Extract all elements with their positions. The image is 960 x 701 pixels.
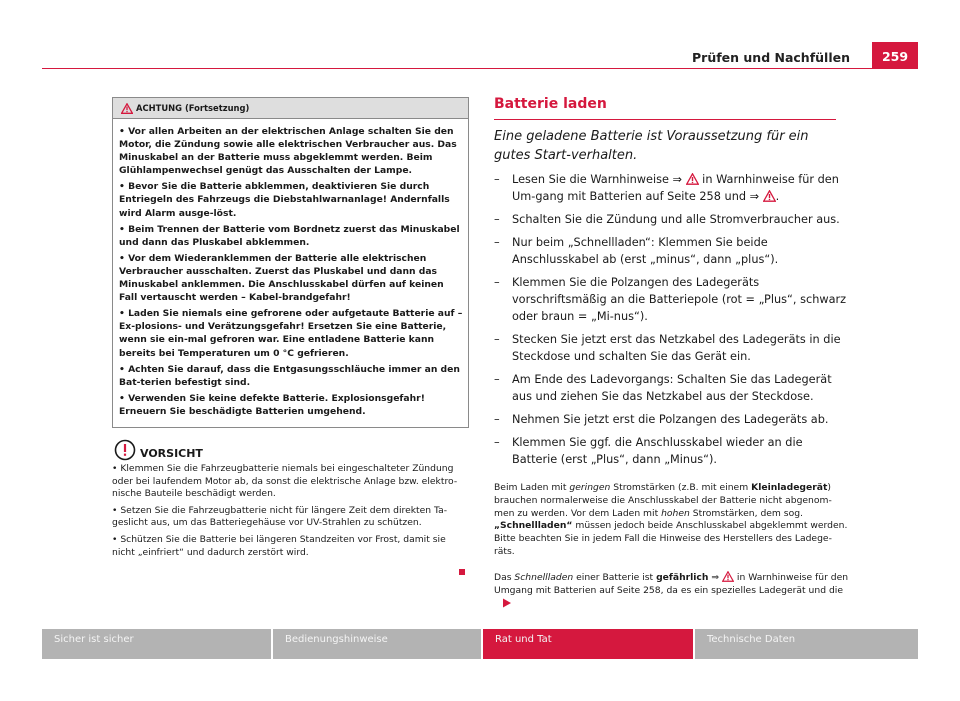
step-text: Nehmen Sie jetzt erst die Polzangen des Ladegeräts ab. (512, 413, 829, 426)
warning-triangle-icon[interactable] (722, 571, 734, 582)
footer-tab-sicher-ist-sicher[interactable]: Sicher ist sicher (42, 629, 271, 659)
para-emphasis: Schnellladen (514, 572, 574, 583)
para-text: Stromstärken, dem sog. (689, 507, 803, 519)
para-text: ⇒ (708, 572, 722, 583)
caution-item: • Schützen Sie die Batterie bei längeren Standzeiten vor Frost, damit sie nicht „einfriert“ und dadurch zerstört wird. (112, 533, 446, 558)
para-strong: Kleinladegerät (751, 482, 828, 493)
footer-navigation (42, 629, 918, 659)
footer-tab-technische-daten[interactable]: Technische Daten (695, 629, 918, 659)
step-item (494, 371, 850, 405)
running-header-title: Prüfen und Nachfüllen (692, 50, 850, 65)
header-rule (42, 68, 918, 69)
step-item (494, 234, 850, 268)
para-text: müssen jedoch beide Anschlusskabel abgeklemmt werden. Bitte beachten Sie in jedem Fall die Hinweise des Herstellers des Ladege-räts. (494, 520, 848, 557)
caution-item: • Setzen Sie die Fahrzeugbatterie nicht für längere Zeit dem direkten Ta-geslicht aus, um das Batteriegehäuse vor UV-Strahlen zu schützen. (112, 504, 448, 529)
warning-triangle-icon[interactable] (763, 190, 776, 202)
para-text: Beim Laden mit (494, 482, 570, 493)
step-dash: – (494, 333, 500, 346)
step-dash: – (494, 436, 500, 449)
step-dash: – (494, 276, 500, 289)
page-number: 259 (872, 42, 918, 68)
step-dash: – (494, 236, 500, 249)
step-dash: – (494, 413, 500, 426)
step-item (494, 211, 850, 228)
warning-triangle-icon[interactable] (686, 173, 699, 185)
section-title-rule (494, 119, 836, 120)
warning-box (112, 97, 469, 428)
section-title: Batterie laden (494, 96, 607, 112)
footer-tab-bedienungshinweise[interactable]: Bedienungshinweise (273, 629, 481, 659)
warning-item: • Bevor Sie die Batterie abklemmen, deaktivieren Sie durch Entriegeln des Fahrzeugs die Diebstahlwarnanlage! Andernfalls wird Alarm ausge-löst. (119, 181, 450, 219)
caution-item: • Klemmen Sie die Fahrzeugbatterie niemals bei eingeschalteter Zündung oder bei laufendem Motor ab, da sonst die elektrische Anlage bzw. elektro-nische Bauteile beschädigt werden. (112, 463, 458, 500)
para-strong: „Schnellladen“ (494, 520, 573, 532)
step-item (494, 171, 850, 205)
step-text: . (775, 190, 780, 203)
para-strong: gefährlich (656, 572, 709, 583)
step-text: Klemmen Sie ggf. die Anschlusskabel wieder an die Batterie (erst „Plus“, dann „Minus“). (512, 436, 803, 466)
caution-title: VORSICHT (140, 447, 203, 460)
fast-charging-paragraph (494, 571, 850, 611)
warning-triangle-icon (121, 103, 133, 114)
warning-item: • Achten Sie darauf, dass die Entgasungsschläuche immer an den Bat-terien befestigt sind. (119, 363, 460, 388)
exclamation-circle-icon (114, 439, 136, 461)
caution-header (112, 441, 468, 461)
step-text: Stecken Sie jetzt erst das Netzkabel des Ladegeräts in die Steckdose und schalten Sie das Gerät ein. (512, 333, 841, 363)
footer-tab-rat-und-tat[interactable]: Rat und Tat (483, 629, 693, 659)
para-text: in Warnhinweise für den Umgang mit Batterien auf Seite 258, da es ein spezielles Ladegerät und die (494, 572, 849, 596)
step-item (494, 434, 850, 468)
warning-item: • Verwenden Sie keine defekte Batterie. Explosionsgefahr! Erneuern Sie beschädigte Batterien umgehend. (119, 392, 425, 417)
para-emphasis: hohen (661, 507, 690, 519)
battery-charging-section (484, 96, 920, 596)
step-text: Klemmen Sie die Polzangen des Ladegeräts vorschriftsmäßig an die Batteriepole (rot = „Plus“, schwarz oder braun = „Mi-nus“). (512, 276, 847, 323)
warning-item: • Beim Trennen der Batterie vom Bordnetz zuerst das Minuskabel und dann das Pluskabel abklemmen. (119, 223, 460, 248)
step-text: in Warnhinweise für den Um-gang mit Batterien auf Seite 258 und ⇒ (512, 173, 839, 203)
warning-box-title: ACHTUNG (Fortsetzung) (136, 103, 250, 113)
continue-arrow-icon[interactable] (502, 598, 512, 608)
warning-box-header (113, 98, 468, 119)
step-text: Schalten Sie die Zündung und alle Stromverbraucher aus. (512, 213, 840, 226)
para-emphasis: geringen (569, 482, 611, 493)
warning-item: • Vor dem Wiederanklemmen der Batterie alle elektrischen Verbraucher ausschalten. Zuerst das Pluskabel und dann das Minuskabel anklemmen. Die Anschlusskabel dürfen auf keinen Fall vertauscht werden – Kabel-brandgefahr! (119, 252, 444, 304)
step-item (494, 411, 850, 428)
caution-section (112, 441, 468, 558)
step-dash: – (494, 373, 500, 386)
step-dash: – (494, 173, 500, 186)
step-text: Nur beim „Schnellladen“: Klemmen Sie beide Anschlusskabel ab (erst „minus“, dann „plus“). (512, 236, 779, 266)
step-item (494, 331, 850, 365)
section-end-marker (459, 569, 465, 575)
para-text: ) brauchen normalerweise die Anschlusskabel der Batterie nicht abgenom-men zu werden. Vor dem Laden mit (494, 482, 832, 519)
step-text: Lesen Sie die Warnhinweise ⇒ (512, 173, 686, 186)
para-text: einer Batterie ist (573, 572, 657, 583)
step-list (494, 171, 850, 474)
charging-note-paragraph (494, 482, 850, 559)
step-text: Am Ende des Ladevorgangs: Schalten Sie das Ladegerät aus und ziehen Sie das Netzkabel aus der Steckdose. (512, 373, 832, 403)
step-dash: – (494, 213, 500, 226)
warning-item: • Laden Sie niemals eine gefrorene oder aufgetaute Batterie auf – Ex-plosions- und Verätzungsgefahr! Ersetzen Sie eine Batterie, wenn sie ein-mal gefroren war. Eine entladene Batterie kann bereits bei Temperaturen um 0 °C gefrieren. (119, 308, 463, 359)
step-item (494, 274, 850, 325)
warning-item: • Vor allen Arbeiten an der elektrischen Anlage schalten Sie den Motor, die Zündung sowie alle elektrischen Verbraucher aus. Das Minuskabel an der Batterie muss abgeklemmt werden. Beim Glühlampenwechsel genügt das Ausschalten der Lampe. (119, 126, 457, 177)
section-lead: Eine geladene Batterie ist Voraussetzung für ein gutes Start-verhalten. (494, 129, 809, 163)
para-text: Das (494, 572, 515, 583)
para-text: Stromstärken (z.B. mit einem (610, 482, 752, 493)
